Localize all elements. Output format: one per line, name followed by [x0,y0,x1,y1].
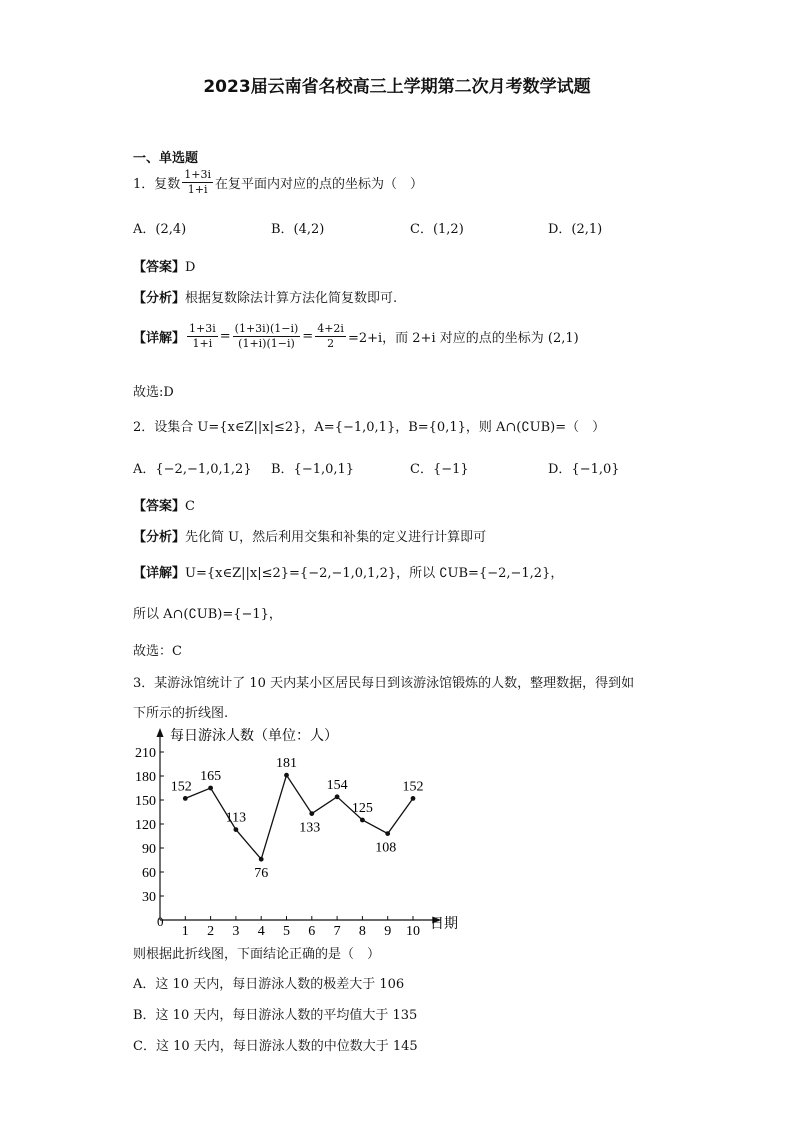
data-point [309,811,314,816]
section-heading: 一、单选题 [133,151,199,166]
detail-tag: 【详解】 [133,566,186,581]
y-tick-label: 90 [142,842,156,857]
data-point [411,796,416,801]
x-tick-label: 8 [358,924,366,937]
q1-suffix: 在复平面内对应的点的坐标为（ ） [215,177,424,192]
data-point [335,794,340,799]
detail-frac-2-num: (1+3i)(1−i) [234,322,299,335]
q1-stem [133,168,423,197]
q3-question: 则根据此折线图，下面结论正确的是（ ） [133,947,381,962]
detail-frac-1-num: 1+3i [189,322,216,335]
detail-text: U={x∈Z||x|≤2}={−2,−1,0,1,2}，所以 ∁UB={−2,−1,2}， [185,566,564,581]
data-label: 125 [351,801,373,816]
q2-detail [133,562,563,581]
y-tick-label: 150 [135,794,156,809]
q3-stem-line-1: 3．某游泳馆统计了 10 天内某小区居民每日到该游泳馆锻炼的人数，整理数据，得到如 [133,676,635,691]
data-label: 108 [375,840,397,856]
data-label: 154 [326,777,348,793]
detail-frac-2 [233,322,301,351]
data-label: 152 [402,779,424,795]
y-tick-label: 210 [135,746,156,761]
x-tick-label: 3 [232,924,240,937]
x-tick-label: 2 [207,924,215,937]
q2-option-a: A．{−2,−1,0,1,2} [133,462,252,477]
data-label: 133 [299,820,321,836]
analysis-tag: 【分析】 [133,530,186,545]
analysis-tag: 【分析】 [133,291,186,306]
q2-stem: 2．设集合 U={x∈Z||x|≤2}，A={−1,0,1}，B={0,1}，则 A∩(∁UB)=（ ） [133,420,606,435]
y-tick-label: 180 [135,770,156,785]
q2-analysis [133,526,486,545]
chart-origin-label: 0 [157,914,164,929]
analysis-text: 先化简 U，然后利用交集和补集的定义进行计算即可 [185,530,487,545]
y-tick-label: 30 [142,890,156,905]
detail-frac-2-den: (1+i)(1−i) [238,337,295,350]
data-point [208,786,213,791]
q1-option-a: A．(2,4) [133,222,187,237]
data-label: 76 [254,866,269,882]
data-point [284,773,289,778]
detail-frac-3-num: 4+2i [317,322,344,335]
data-label: 181 [276,756,297,772]
detail-frac-1 [187,322,218,351]
x-tick-label: 1 [181,924,189,937]
equals-sign: = [219,329,231,344]
chart-x-ticks [182,916,420,937]
detail-tail: =2+i，而 2+i 对应的点的坐标为 (2,1) [347,331,579,346]
detail-frac-1-den: 1+i [192,337,213,350]
q1-prefix: 1．复数 [133,177,181,192]
q2-option-b: B．{−1,0,1} [271,462,355,477]
x-tick-label: 5 [283,924,290,937]
q1-option-b: B．(4,2) [271,222,325,237]
q1-option-d: D．(2,1) [548,222,603,237]
data-label: 152 [170,779,192,795]
chart-data-labels [171,756,424,881]
q2-option-d: D．{−1,0} [548,462,620,477]
q1-frac-num: 1+3i [184,168,212,181]
q2-detail-2: 所以 A∩(∁UB)={−1}， [133,607,282,622]
page-title: 2023届云南省名校高三上学期第二次月考数学试题 [203,77,591,97]
q3-option-b: B．这 10 天内，每日游泳人数的平均值大于 135 [133,1008,418,1023]
q3-stem-line-2: 下所示的折线图. [133,706,229,721]
q1-fraction [182,168,213,197]
detail-frac-3-den: 2 [327,337,335,350]
q1-detail [133,322,579,351]
data-point [360,818,365,823]
analysis-text: 根据复数除法计算方法化简复数即可. [185,291,398,306]
q1-analysis [133,287,397,306]
q1-conclusion: 故选:D [133,385,174,400]
x-tick-label: 9 [384,924,392,937]
answer-value: C [185,499,195,514]
q2-conclusion: 故选：C [133,644,182,659]
q1-frac-den: 1+i [187,183,208,196]
detail-tag: 【详解】 [133,331,186,346]
answer-tag: 【答案】 [133,499,186,514]
q1-option-c: C．(1,2) [410,222,464,237]
x-tick-label: 10 [406,924,420,937]
x-tick-label: 6 [308,924,316,937]
y-tick-label: 60 [142,866,156,881]
data-point [183,796,188,801]
chart-x-label: 日期 [430,917,458,932]
data-point [234,827,239,832]
q2-answer [133,495,195,514]
y-tick-label: 120 [135,818,156,833]
answer-value: D [185,260,196,275]
y-axis-arrow [157,728,164,737]
answer-tag: 【答案】 [133,260,186,275]
data-label: 113 [225,810,247,826]
data-point [259,857,264,862]
q3-option-c: C．这 10 天内，每日游泳人数的中位数大于 145 [133,1039,418,1054]
q1-answer [133,256,195,275]
x-tick-label: 7 [333,924,341,937]
swim-line-chart [120,722,480,937]
chart-title: 每日游泳人数（单位：人） [170,729,338,744]
detail-frac-3 [315,322,346,351]
q3-option-a: A．这 10 天内，每日游泳人数的极差大于 106 [133,977,405,992]
q2-option-c: C．{−1} [410,462,469,477]
x-tick-label: 4 [257,924,265,937]
data-label: 165 [200,769,222,784]
equals-sign: = [302,329,314,344]
data-point [385,831,390,836]
